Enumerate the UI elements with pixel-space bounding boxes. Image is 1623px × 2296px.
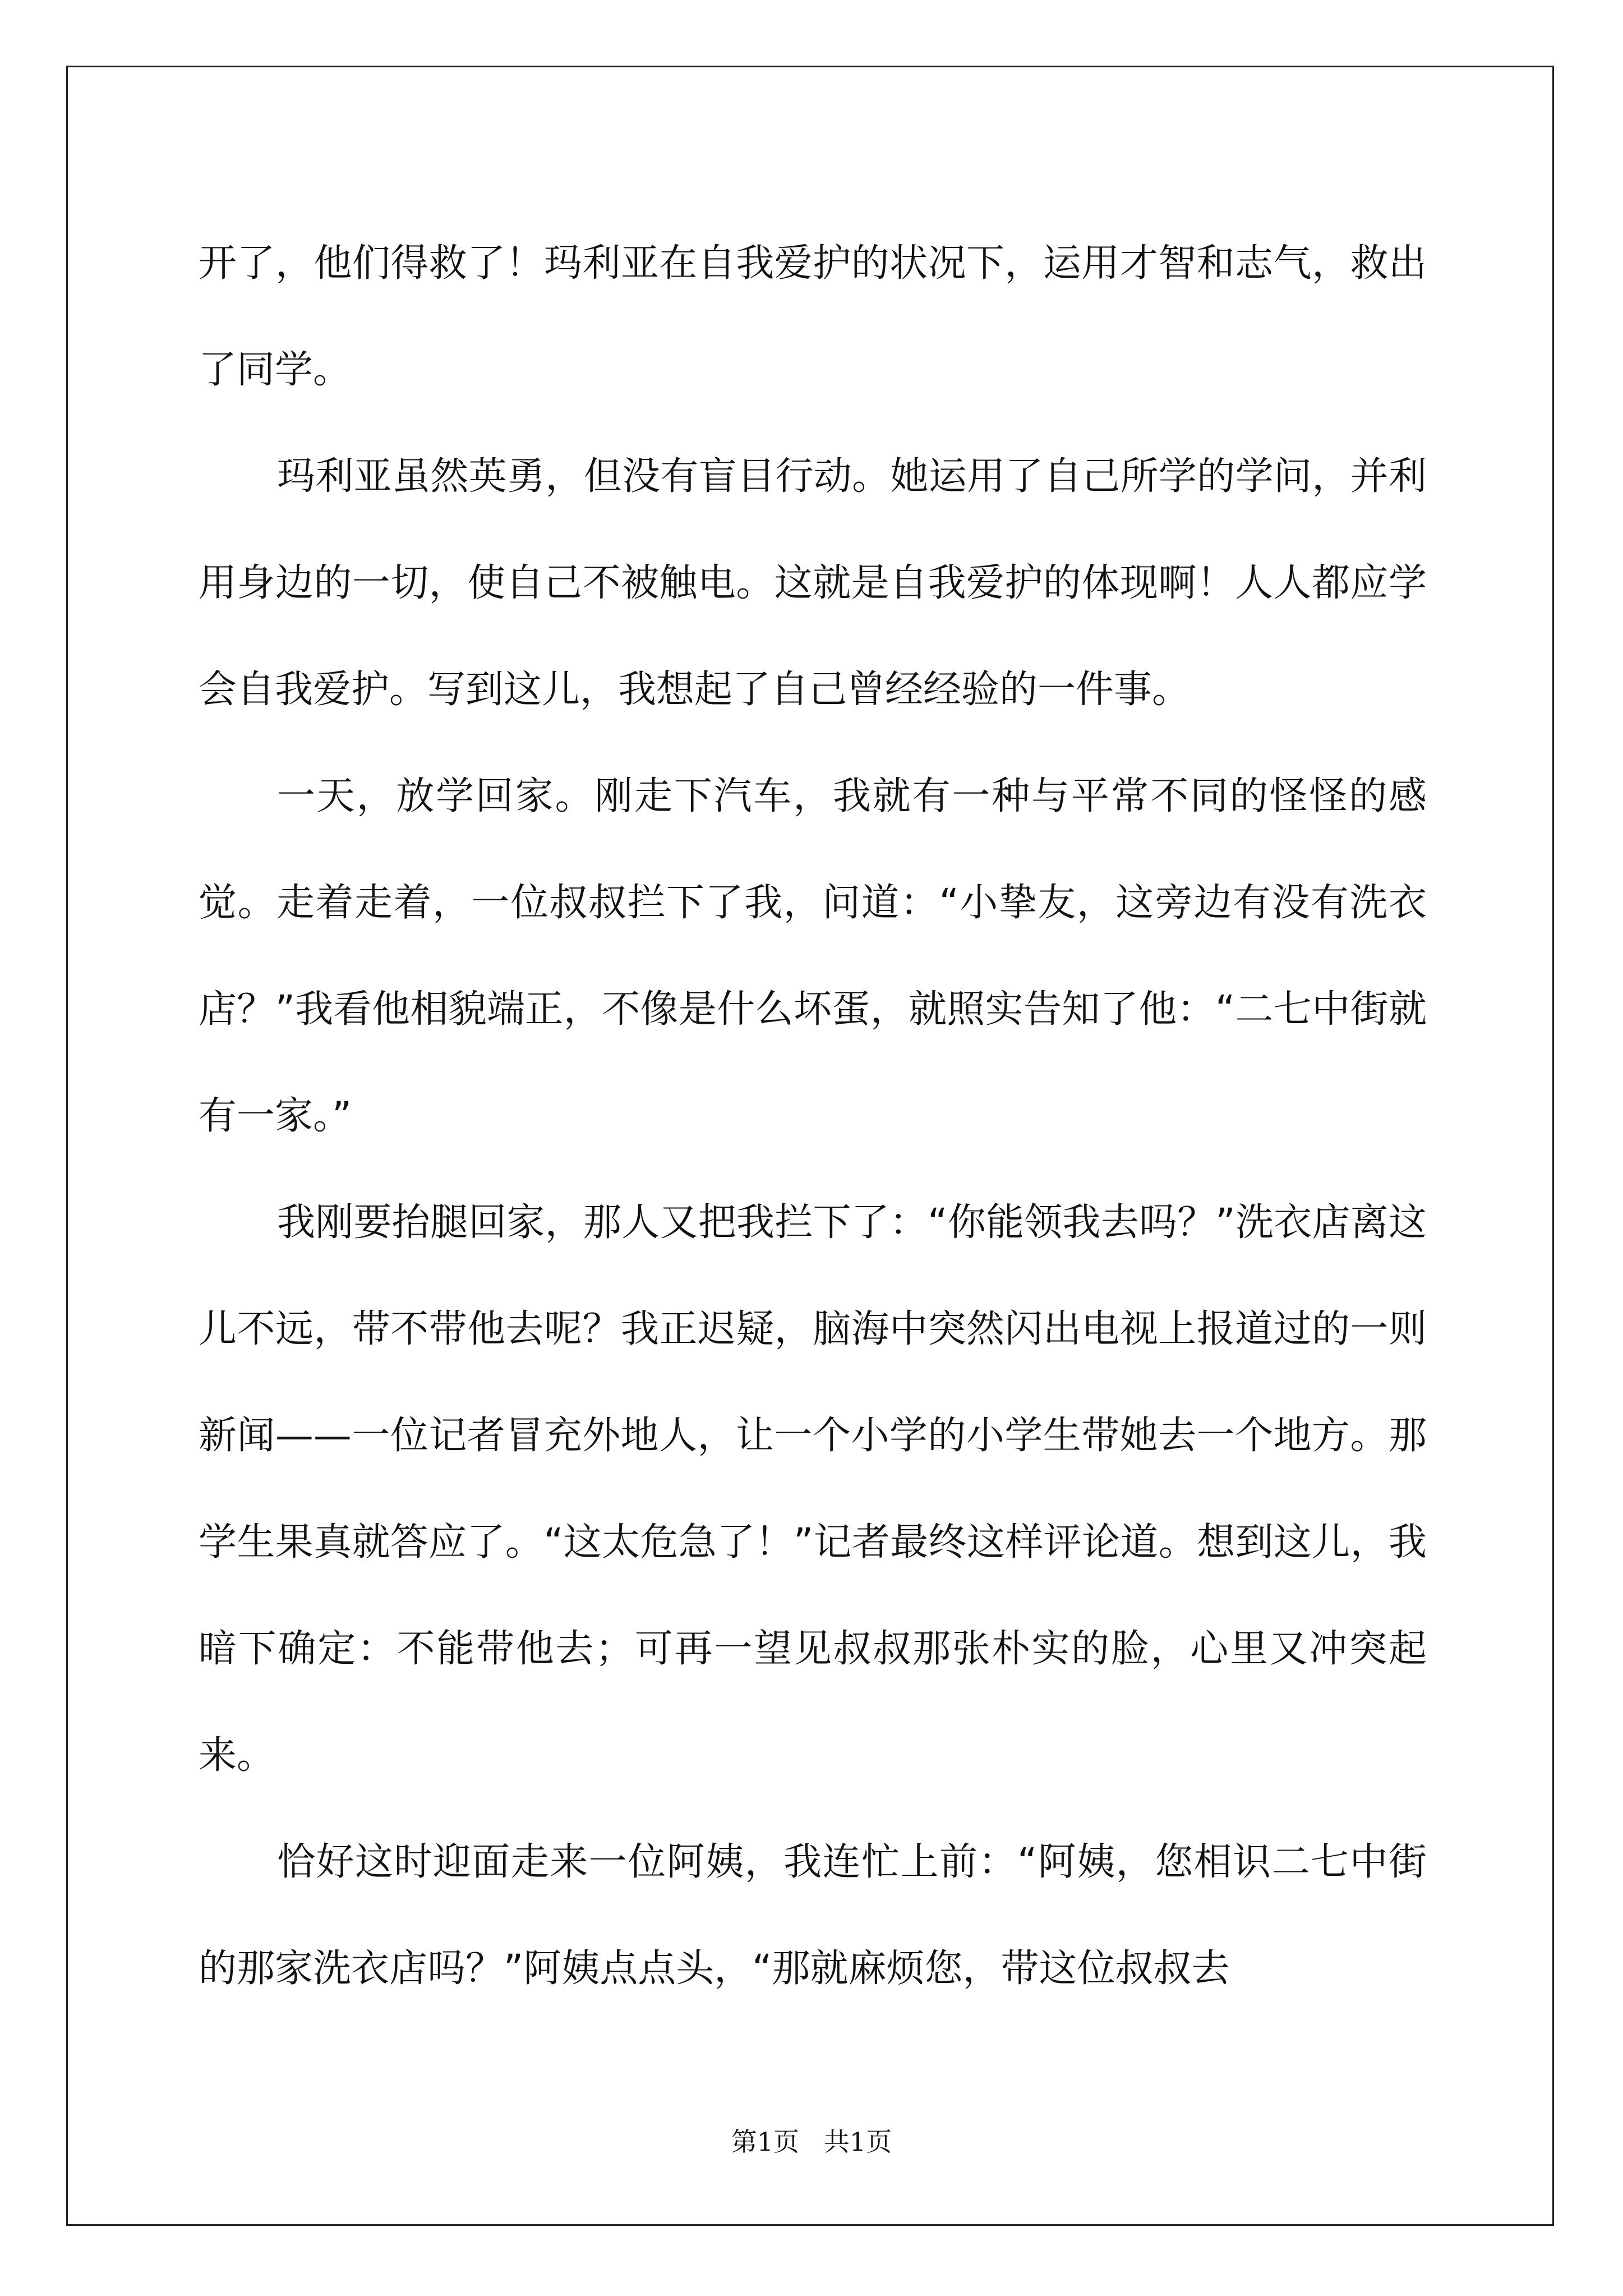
page-footer: 第1页 共1页 [731,2127,892,2157]
paragraph-1: 开了，他们得救了！玛利亚在自我爱护的状况下，运用才智和志气，救出了同学。 [199,241,1427,392]
paragraph-2: 玛利亚虽然英勇，但没有盲目行动。她运用了自己所学的学问，并利用身边的一切，使自己不被触电。这就是自我爱护的体现啊！人人都应学会自我爱护。写到这儿，我想起了自己曾经经验的一件事。 [199,454,1427,712]
paragraph-4: 我刚要抬腿回家，那人又把我拦下了：“你能领我去吗？”洗衣店离这儿不远，带不带他去呢？我正迟疑，脑海中突然闪出电视上报道过的一则新闻——一位记者冒充外地人，让一个小学的小学生带她去一个地方。那学生果真就答应了。“这太危急了！”记者最终这样评论道。想到这儿，我暗下确定：不能带他去；可再一望见叔叔那张朴实的脸，心里又冲突起来。 [199,1200,1427,1778]
paragraph-5: 恰好这时迎面走来一位阿姨，我连忙上前：“阿姨，您相识二七中街的那家洗衣店吗？”阿姨点点头，“那就麻烦您，带这位叔叔去 [199,1840,1427,1991]
document-body [199,210,1427,2022]
paragraph-3: 一天，放学回家。刚走下汽车，我就有一种与平常不同的怪怪的感觉。走着走着，一位叔叔拦下了我，问道：“小挚友，这旁边有没有洗衣店？”我看他相貌端正，不像是什么坏蛋，就照实告知了他：“二七中街就有一家。” [199,774,1427,1138]
